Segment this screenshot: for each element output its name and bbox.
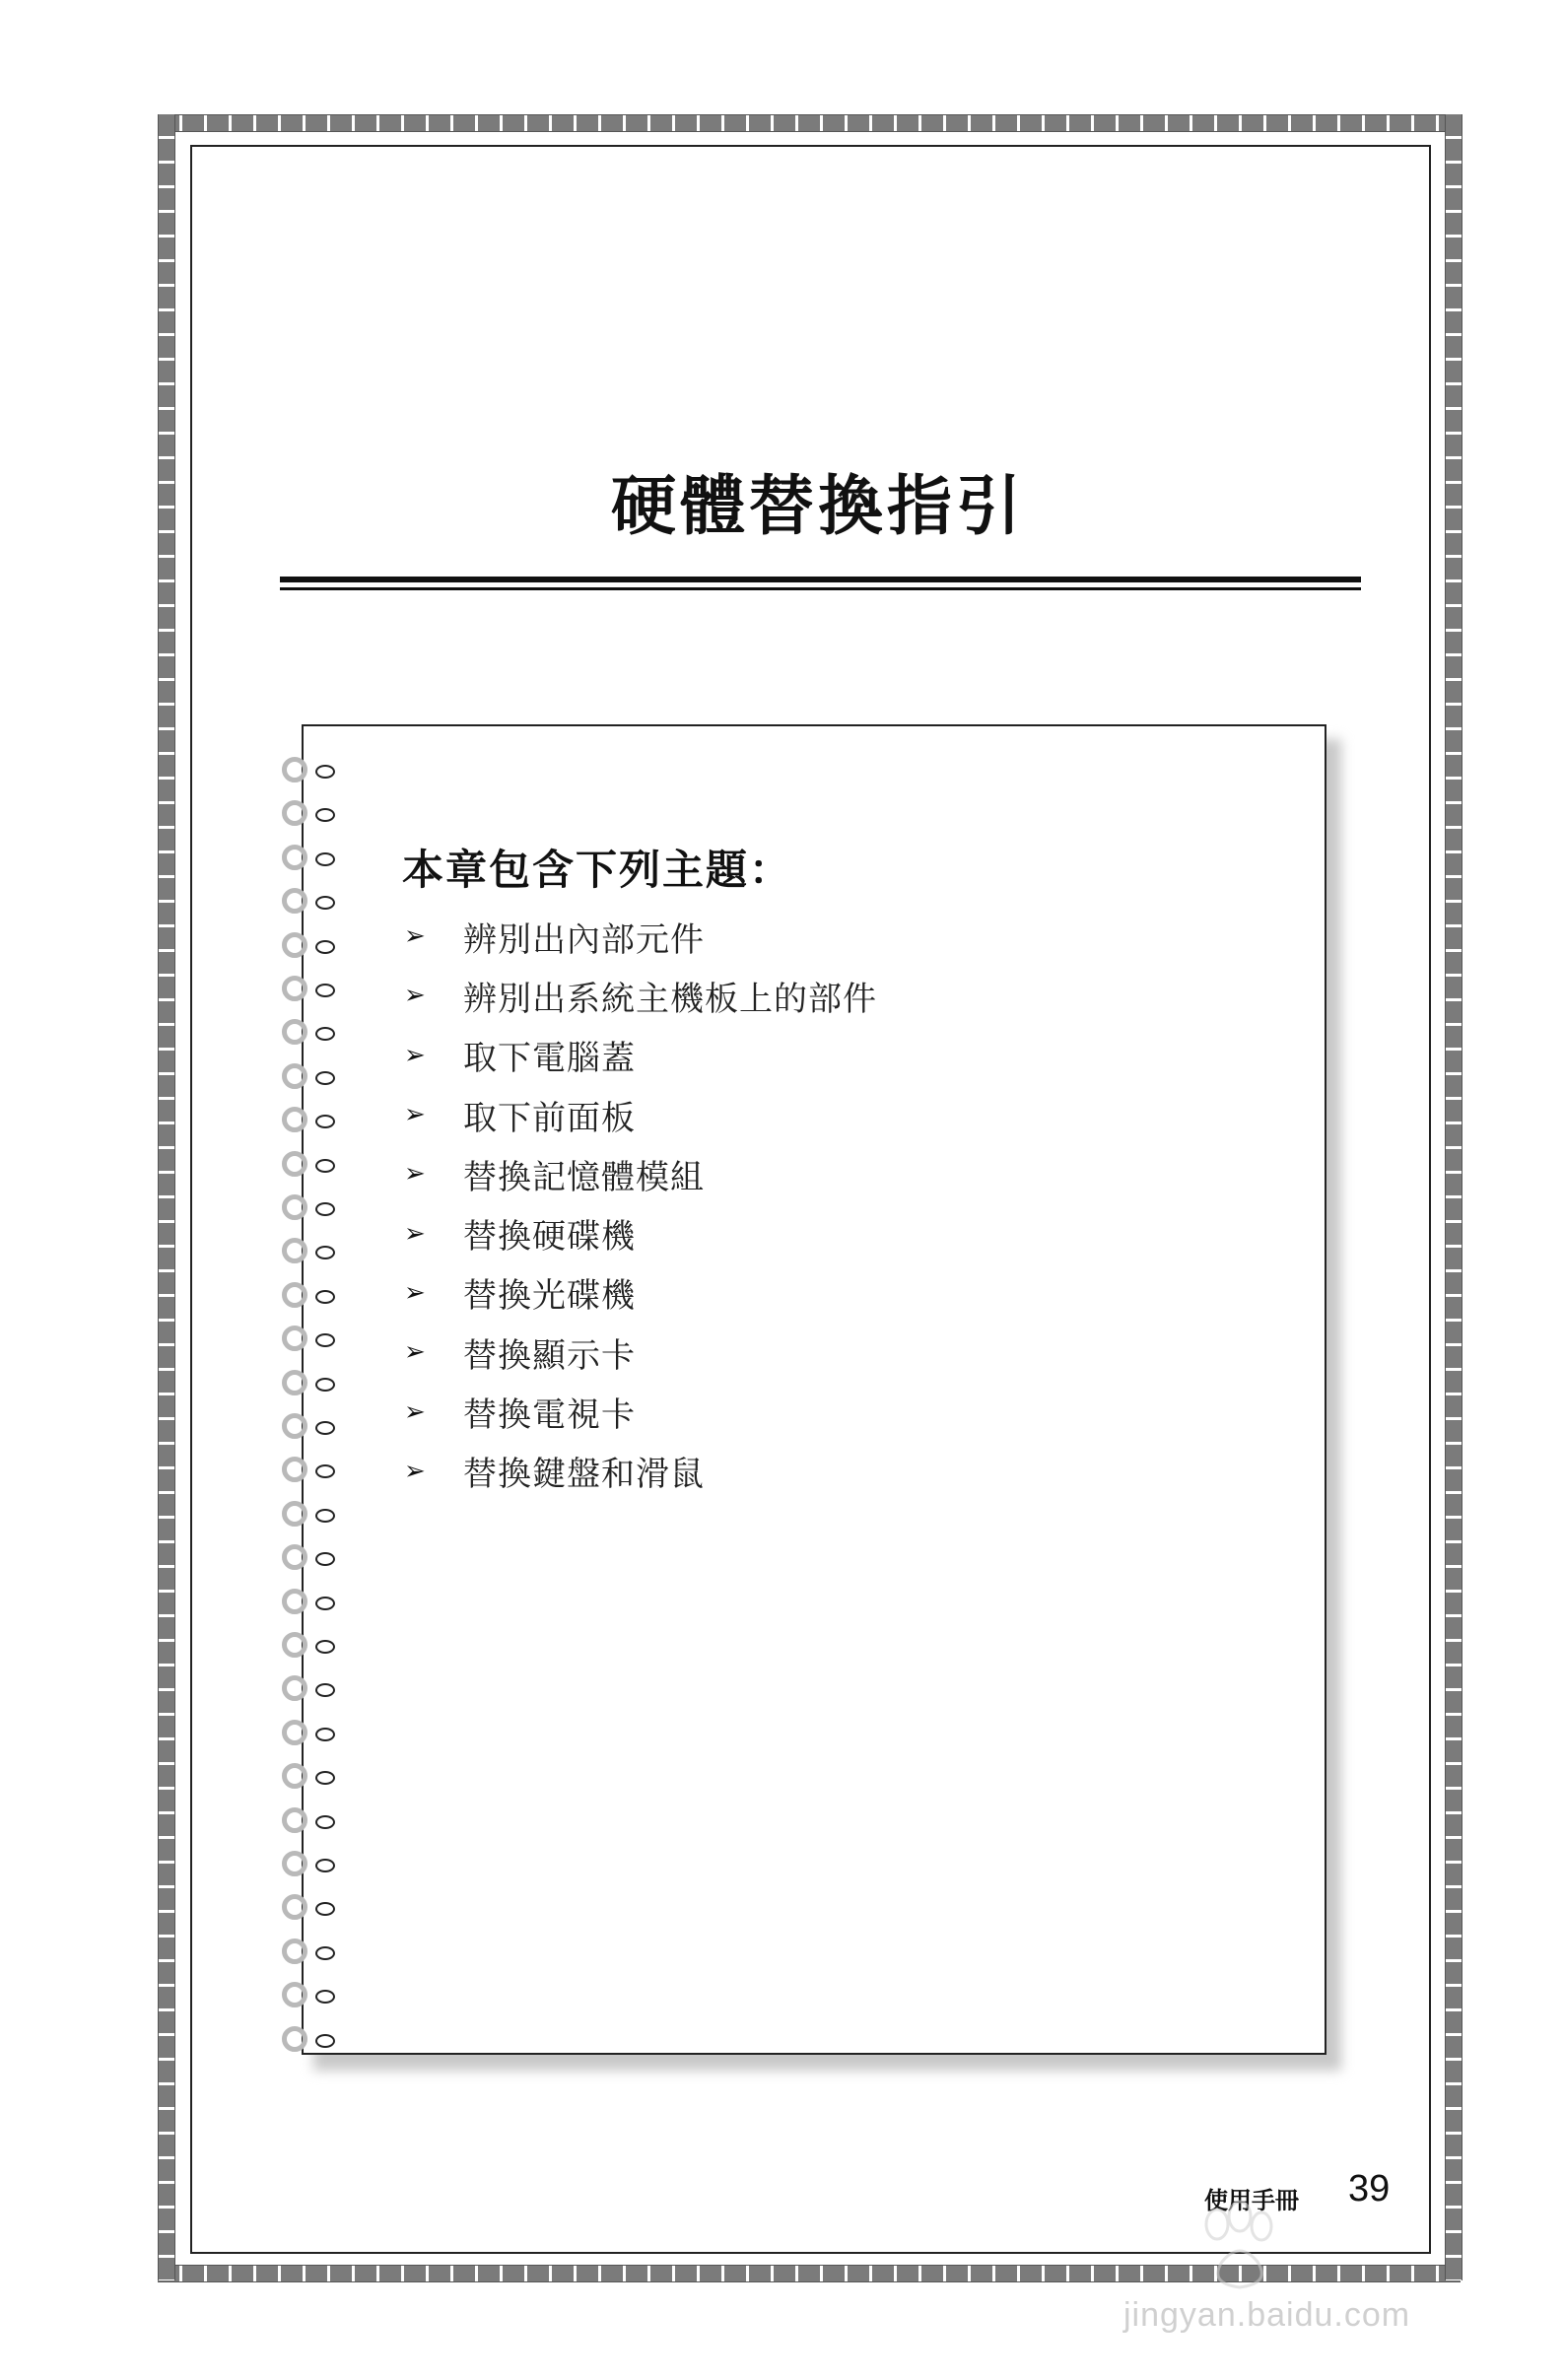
- topic-text: 替換鍵盤和滑鼠: [463, 1455, 705, 1495]
- topic-list-item: [404, 1323, 877, 1382]
- arrow-bullet-icon: ➢: [404, 921, 426, 952]
- title-rule-thin: [280, 587, 1361, 590]
- topic-text: 辨別出內部元件: [463, 919, 705, 960]
- spiral-coil: [282, 1851, 327, 1878]
- arrow-bullet-icon: ➢: [404, 1277, 426, 1308]
- topic-text: 替換硬碟機: [463, 1217, 636, 1258]
- spiral-coil: [282, 1107, 327, 1134]
- spiral-coil: [282, 1238, 327, 1265]
- spiral-coil: [282, 1894, 327, 1922]
- footer-page-number: 39: [1348, 2168, 1391, 2210]
- spiral-coil: [282, 1675, 327, 1703]
- arrow-bullet-icon: ➢: [404, 1396, 426, 1427]
- spiral-coil: [282, 1807, 327, 1835]
- spiral-coil: [282, 1019, 327, 1047]
- topic-text: 辨別出系統主機板上的部件: [463, 979, 877, 1019]
- topic-list-item: [404, 966, 877, 1025]
- watermark-url: jingyan.baidu.com: [1123, 2296, 1411, 2334]
- spiral-coil: [282, 845, 327, 872]
- arrow-bullet-icon: ➢: [404, 1218, 426, 1249]
- spiral-coil: [282, 1194, 327, 1222]
- arrow-bullet-icon: ➢: [404, 1159, 426, 1190]
- topic-text: 取下電腦蓋: [463, 1039, 636, 1079]
- spiral-coil: [282, 932, 327, 960]
- spiral-coil: [282, 1982, 327, 2009]
- topic-text: 替換記憶體模組: [463, 1157, 705, 1197]
- spiral-coil: [282, 1282, 327, 1310]
- spiral-coil: [282, 1720, 327, 1747]
- page-title: 硬體替換指引: [611, 468, 1025, 544]
- topic-text: 替換電視卡: [463, 1395, 636, 1436]
- spiral-coil: [282, 1063, 327, 1091]
- arrow-bullet-icon: ➢: [404, 1040, 426, 1070]
- topic-text: 替換顯示卡: [463, 1335, 636, 1376]
- spiral-coil: [282, 1326, 327, 1353]
- spiral-coil: [282, 1544, 327, 1572]
- spiral-coil: [282, 1151, 327, 1179]
- topic-list-item: [404, 907, 877, 966]
- arrow-bullet-icon: ➢: [404, 981, 426, 1011]
- spiral-coil: [282, 1370, 327, 1397]
- topic-list-item: [404, 1203, 877, 1262]
- spiral-coil: [282, 1632, 327, 1660]
- frame-left-border: [158, 114, 175, 2280]
- topic-list-item: [404, 1085, 877, 1144]
- spiral-coil: [282, 976, 327, 1003]
- frame-top-border: [158, 114, 1461, 132]
- spiral-coil: [282, 1938, 327, 1966]
- topic-text: 替換光碟機: [463, 1276, 636, 1317]
- spiral-coil: [282, 1589, 327, 1616]
- footer-manual-label: 使用手冊: [1204, 2187, 1299, 2214]
- spiral-coil: [282, 2026, 327, 2054]
- topic-list-item: [404, 1026, 877, 1085]
- spiral-coil: [282, 1501, 327, 1529]
- spiral-coil: [282, 1413, 327, 1441]
- spiral-coil: [282, 800, 327, 828]
- spiral-coil: [282, 1457, 327, 1484]
- topics-heading: 本章包含下列主題：: [402, 846, 793, 894]
- arrow-bullet-icon: ➢: [404, 1337, 426, 1368]
- arrow-bullet-icon: ➢: [404, 1456, 426, 1486]
- title-rule-thick: [280, 577, 1361, 582]
- topic-list-item: [404, 1382, 877, 1441]
- spiral-coil: [282, 1763, 327, 1791]
- spiral-coil: [282, 888, 327, 916]
- topic-list-item: [404, 1442, 877, 1501]
- frame-right-border: [1445, 114, 1462, 2280]
- topic-list-item: [404, 1144, 877, 1203]
- topic-text: 取下前面板: [463, 1098, 636, 1138]
- arrow-bullet-icon: ➢: [404, 1100, 426, 1130]
- spiral-coil: [282, 757, 327, 784]
- topic-list-item: [404, 1263, 877, 1323]
- spiral-binding: [282, 757, 361, 2048]
- topic-list: [404, 907, 877, 1501]
